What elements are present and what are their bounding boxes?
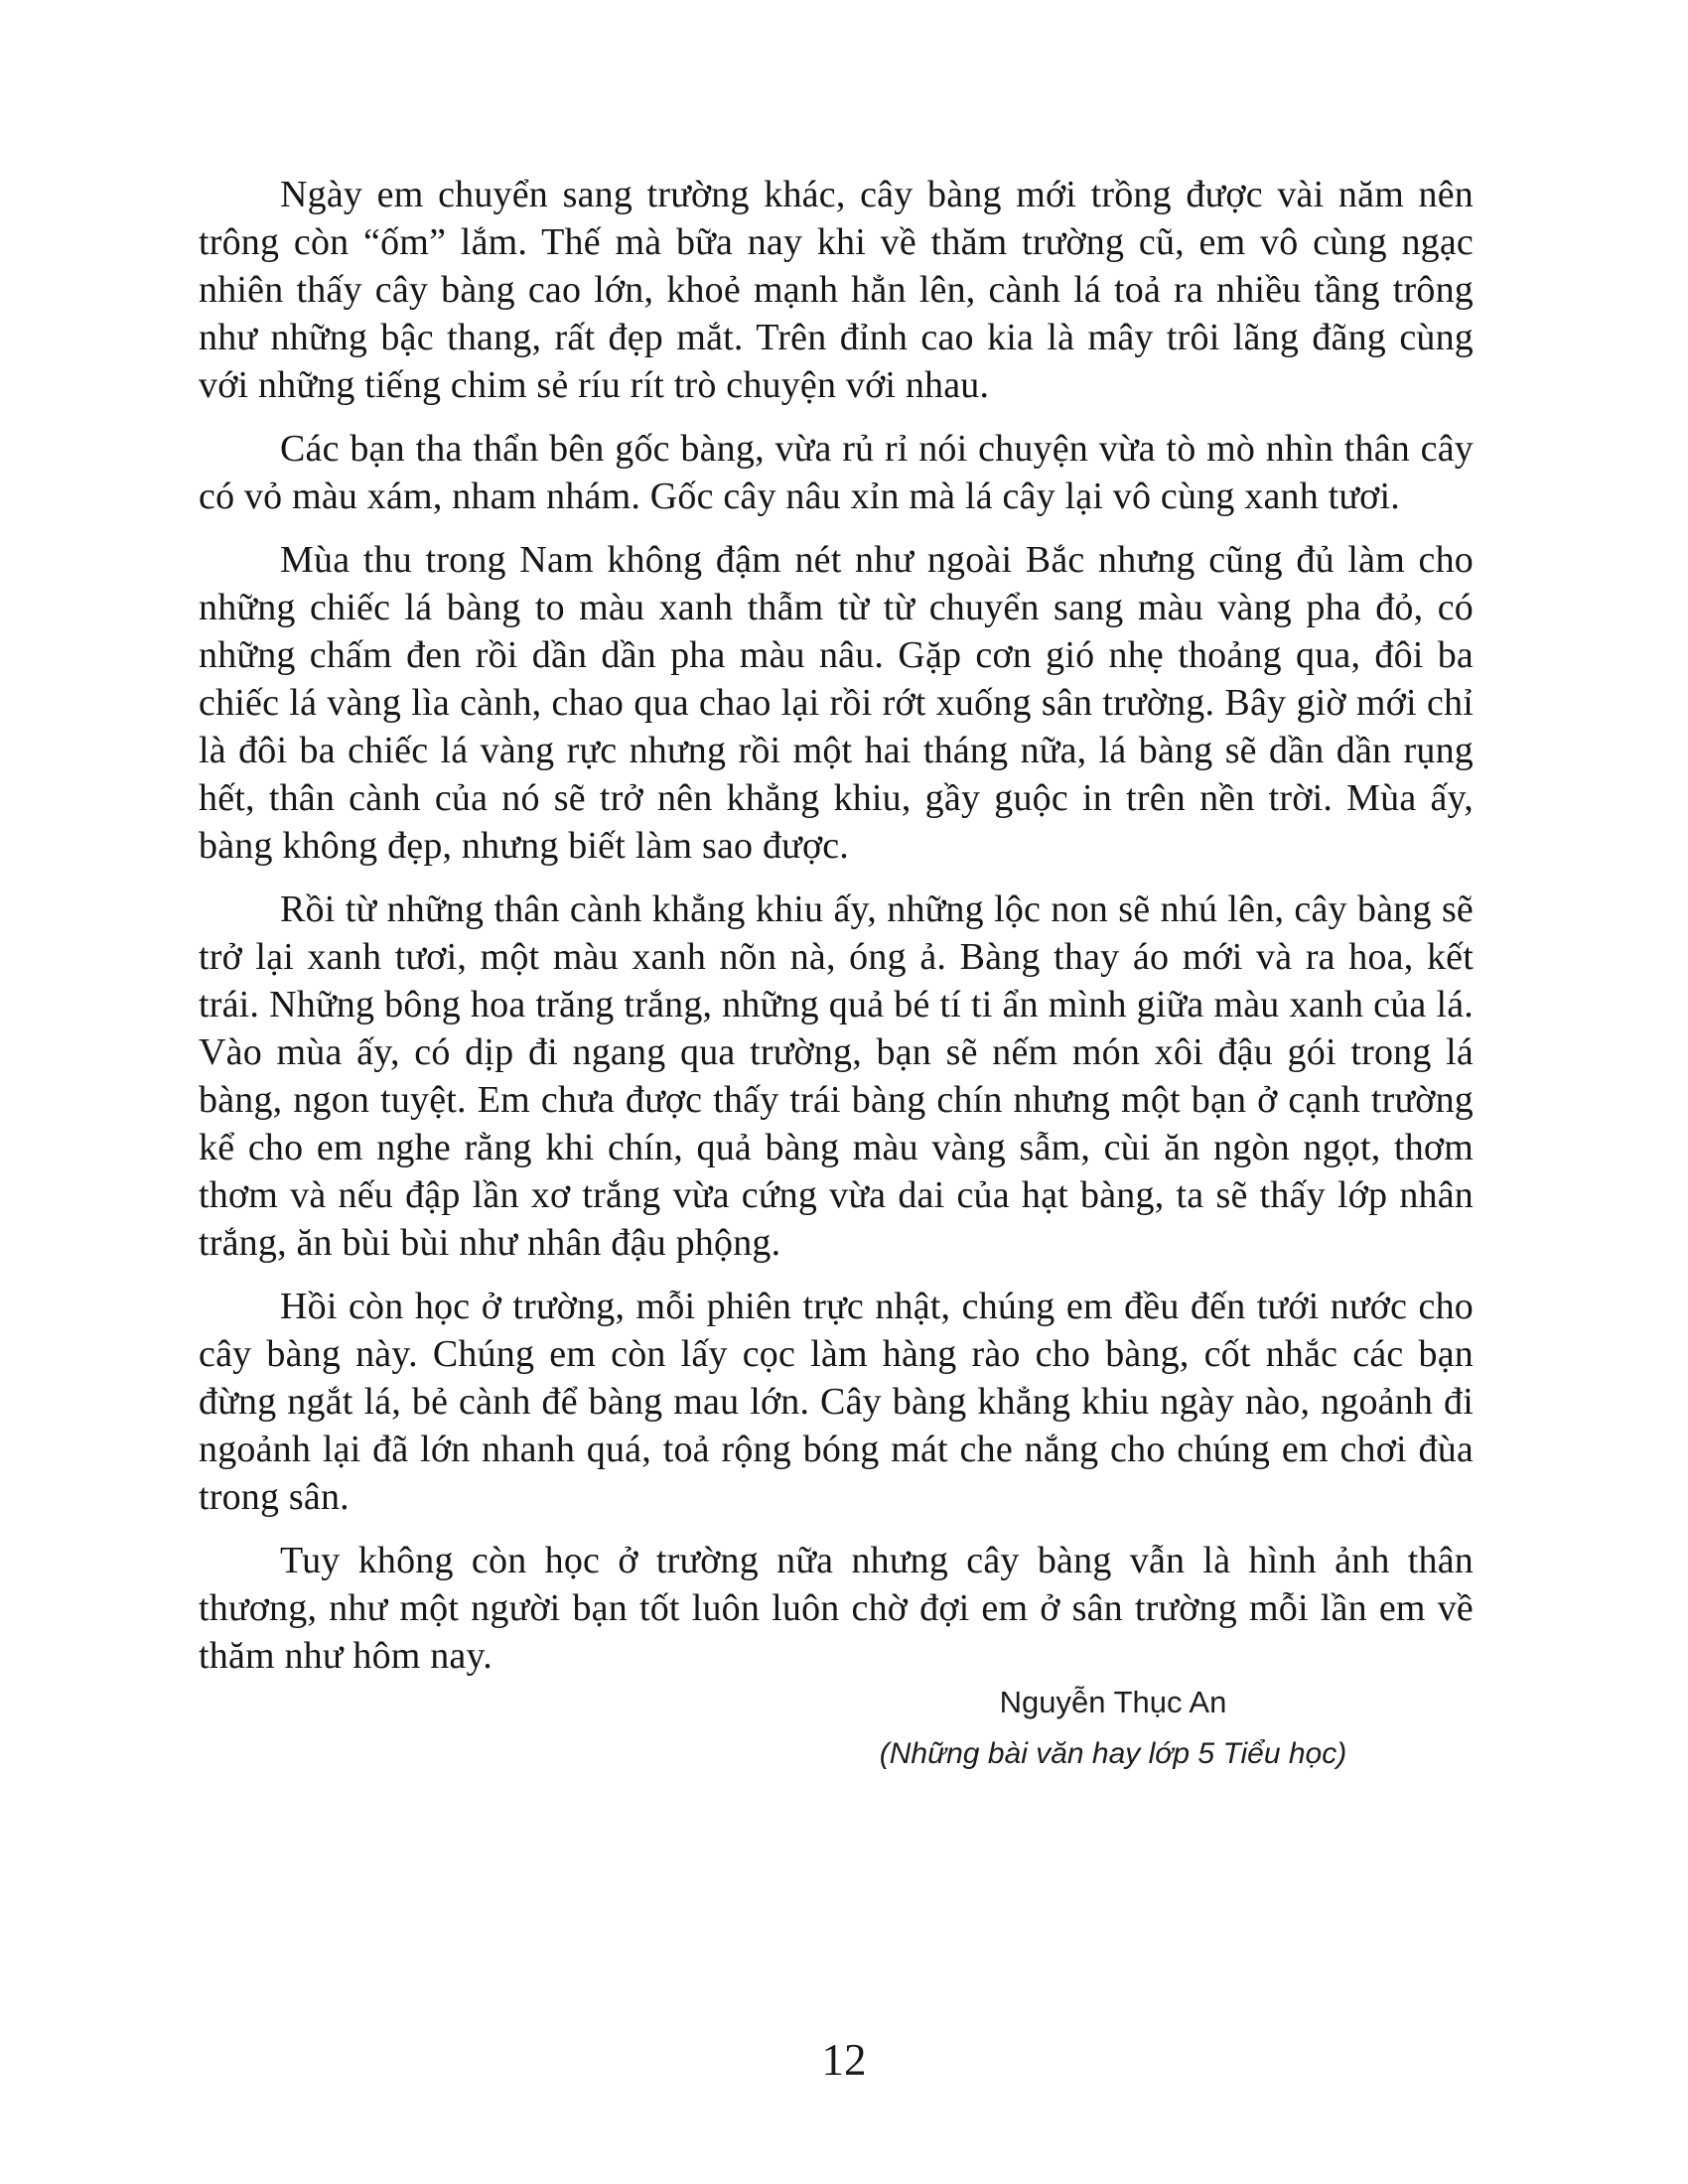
body-paragraph: Tuy không còn học ở trường nữa nhưng cây bàng vẫn là hình ảnh thân thương, như một người bạn tốt luôn luôn chờ đợi em ở sân trường mỗi lần em về thăm như hôm nay. (199, 1540, 1474, 1677)
page-number: 12 (821, 2035, 867, 2085)
author-name: Nguyễn Thục An (999, 1685, 1227, 1719)
body-paragraph: Rồi từ những thân cành khẳng khiu ấy, những lộc non sẽ nhú lên, cây bàng sẽ trở lại xanh tươi, một màu xanh nõn nà, óng ả. Bàng thay áo mới và ra hoa, kết trái. Những bông hoa trăng trắng, những quả bé tí ti ẩn mình giữa màu xanh của lá. Vào mùa ấy, có dịp đi ngang qua trường, bạn sẽ nếm món xôi đậu gói trong lá bàng, ngon tuyệt. Em chưa được thấy trái bàng chín nhưng một bạn ở cạnh trường kể cho em nghe rằng khi chín, quả bàng màu vàng sẫm, cùi ăn ngòn ngọt, thơm thơm và nếu đập lần xơ trắng vừa cứng vừa dai của hạt bàng, ta sẽ thấy lớp nhân trắng, ăn bùi bùi như nhân đậu phộng. (199, 888, 1474, 1264)
attribution-block (755, 1683, 1472, 1773)
source-title: (Những bài văn hay lớp 5 Tiểu học) (879, 1737, 1347, 1770)
body-paragraph: Ngày em chuyển sang trường khác, cây bàng mới trồng được vài năm nên trông còn “ốm” lắm. Thế mà bữa nay khi về thăm trường cũ, em vô cùng ngạc nhiên thấy cây bàng cao lớn, khoẻ mạnh hẳn lên, cành lá toả ra nhiều tầng trông như những bậc thang, rất đẹp mắt. Trên đỉnh cao kia là mây trôi lãng đãng cùng với những tiếng chim sẻ ríu rít trò chuyện với nhau. (199, 174, 1474, 406)
body-paragraph: Các bạn tha thẩn bên gốc bàng, vừa rủ rỉ nói chuyện vừa tò mò nhìn thân cây có vỏ màu xám, nham nhám. Gốc cây nâu xỉn mà lá cây lại vô cùng xanh tươi. (199, 428, 1474, 517)
essay-body (199, 171, 1474, 1696)
body-paragraph: Hồi còn học ở trường, mỗi phiên trực nhật, chúng em đều đến tưới nước cho cây bàng này. Chúng em còn lấy cọc làm hàng rào cho bàng, cốt nhắc các bạn đừng ngắt lá, bẻ cành để bàng mau lớn. Cây bàng khẳng khiu ngày nào, ngoảnh đi ngoảnh lại đã lớn nhanh quá, toả rộng bóng mát che nắng cho chúng em chơi đùa trong sân. (199, 1286, 1474, 1518)
body-paragraph: Mùa thu trong Nam không đậm nét như ngoài Bắc nhưng cũng đủ làm cho những chiếc lá bàng to màu xanh thẫm từ từ chuyển sang màu vàng pha đỏ, có những chấm đen rồi dần dần pha màu nâu. Gặp cơn gió nhẹ thoảng qua, đôi ba chiếc lá vàng lìa cành, chao qua chao lại rồi rớt xuống sân trường. Bây giờ mới chỉ là đôi ba chiếc lá vàng rực nhưng rồi một hai tháng nữa, lá bàng sẽ dần dần rụng hết, thân cành của nó sẽ trở nên khẳng khiu, gầy guộc in trên nền trời. Mùa ấy, bàng không đẹp, nhưng biết làm sao được. (199, 539, 1474, 867)
